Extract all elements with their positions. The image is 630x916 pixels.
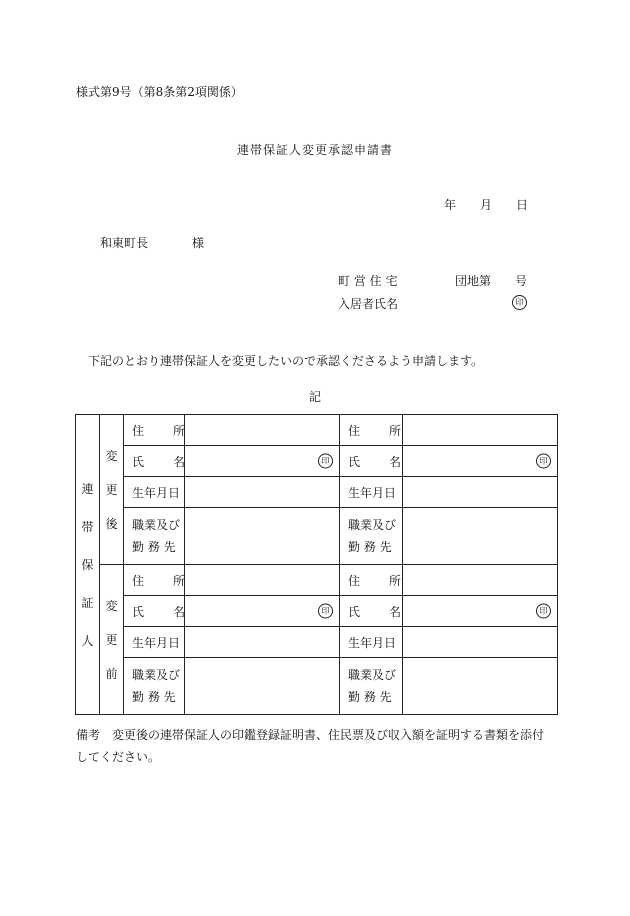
housing-label: 町 営 住 宅: [338, 274, 398, 288]
table-row: [76, 415, 558, 446]
before-address-field-2[interactable]: [403, 565, 558, 596]
table-row: [76, 508, 558, 565]
addressee-suffix: 様: [192, 236, 205, 250]
after-name-field[interactable]: [185, 446, 340, 477]
after-name-field-2[interactable]: [403, 446, 558, 477]
date-month-label: 月: [480, 198, 493, 212]
resident-name-label: 入居者氏名: [338, 297, 399, 311]
seal-icon: 印: [536, 454, 551, 469]
address-label: 住 所: [124, 565, 185, 596]
table-row: [76, 446, 558, 477]
seal-icon: 印: [318, 454, 333, 469]
occupation-label: 職業及び 勤 務 先: [124, 658, 185, 715]
form-number: 様式第9号（第8条第2項関係）: [76, 85, 243, 99]
before-occupation-field[interactable]: [185, 658, 340, 715]
after-birthdate-field-2[interactable]: [403, 477, 558, 508]
after-occupation-field[interactable]: [185, 508, 340, 565]
application-statement: 下記のとおり連帯保証人を変更したいので承認くださるよう申請します。: [88, 354, 484, 368]
birthdate-label: 生年月日: [340, 477, 403, 508]
name-label: 氏 名: [340, 446, 403, 477]
address-label: 住 所: [124, 415, 185, 446]
guarantor-group-label: 連 帯 保 証 人: [76, 415, 100, 715]
after-address-field[interactable]: [185, 415, 340, 446]
occupation-label: 職業及び 勤 務 先: [124, 508, 185, 565]
before-name-field[interactable]: [185, 596, 340, 627]
after-change-label: 変 更 後: [100, 415, 124, 565]
after-occupation-field-2[interactable]: [403, 508, 558, 565]
document-title: 連帯保証人変更承認申請書: [236, 143, 393, 157]
addressee-name: 和東町長: [100, 236, 149, 250]
name-label: 氏 名: [340, 596, 403, 627]
remarks-note: [76, 724, 556, 768]
table-row: [76, 565, 558, 596]
remarks-text: 変更後の連帯保証人の印鑑登録証明書、住民票及び収入額を証明する書類を添付してください。: [76, 728, 545, 764]
address-label: 住 所: [340, 565, 403, 596]
table-row: [76, 596, 558, 627]
name-label: 氏 名: [124, 596, 185, 627]
remarks-label: 備考: [76, 728, 101, 742]
after-address-field-2[interactable]: [403, 415, 558, 446]
occupation-label: 職業及び 勤 務 先: [340, 508, 403, 565]
ki-heading: 記: [308, 390, 321, 404]
resident-seal-mark: [512, 295, 527, 310]
table-row: [76, 627, 558, 658]
table-row: [76, 477, 558, 508]
before-occupation-field-2[interactable]: [403, 658, 558, 715]
housing-danchi-label: 団地第: [455, 274, 492, 288]
before-birthdate-field-2[interactable]: [403, 627, 558, 658]
address-label: 住 所: [340, 415, 403, 446]
before-address-field[interactable]: [185, 565, 340, 596]
birthdate-label: 生年月日: [124, 627, 185, 658]
housing-number-label: 号: [515, 274, 528, 288]
seal-icon: 印: [512, 295, 527, 310]
birthdate-label: 生年月日: [124, 477, 185, 508]
before-birthdate-field[interactable]: [185, 627, 340, 658]
name-label: 氏 名: [124, 446, 185, 477]
birthdate-label: 生年月日: [340, 627, 403, 658]
date-day-label: 日: [516, 198, 529, 212]
occupation-label: 職業及び 勤 務 先: [340, 658, 403, 715]
after-birthdate-field[interactable]: [185, 477, 340, 508]
seal-icon: 印: [536, 604, 551, 619]
guarantor-table: [75, 414, 558, 715]
before-name-field-2[interactable]: [403, 596, 558, 627]
table-row: [76, 658, 558, 715]
date-year-label: 年: [444, 198, 457, 212]
seal-icon: 印: [318, 604, 333, 619]
before-change-label: 変 更 前: [100, 565, 124, 715]
